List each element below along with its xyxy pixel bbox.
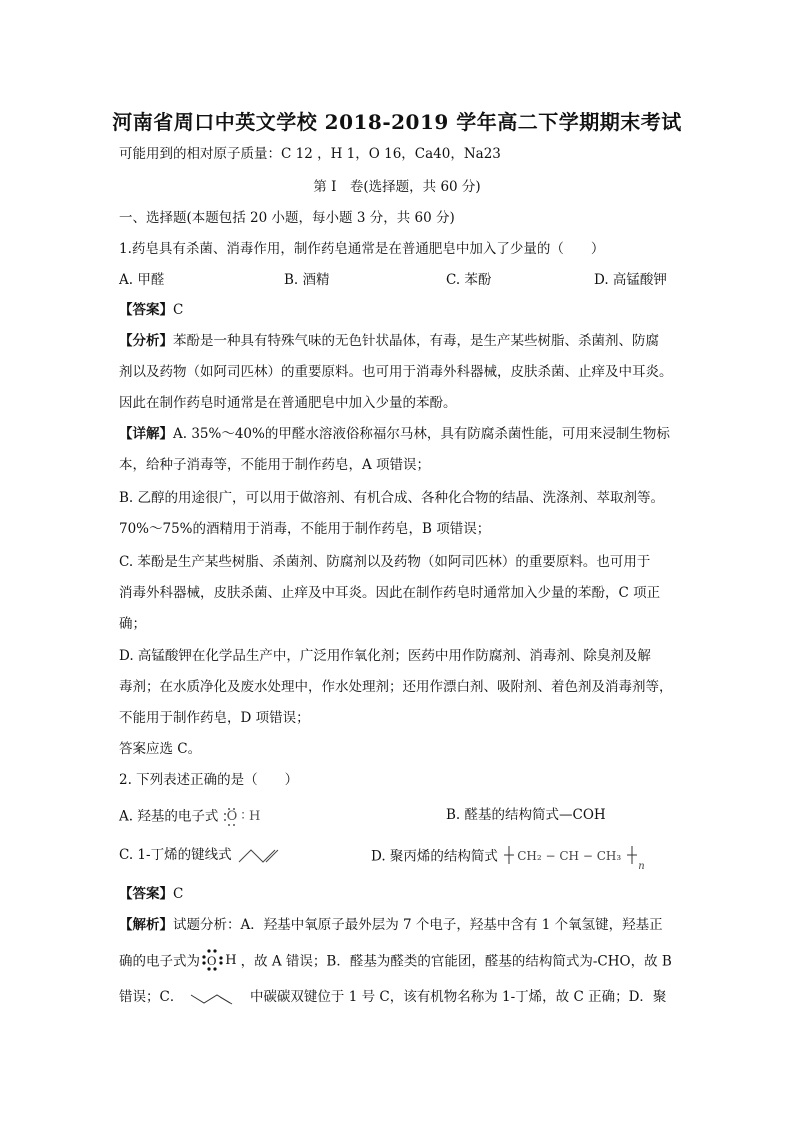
q1-analysis-line-3: 因此在制作药皂时通常是在普通肥皂中加入少量的苯酚。	[119, 395, 457, 411]
polypropylene-formula	[504, 846, 646, 872]
q1-detail-line-2: 本，给种子消毒等，不能用于制作药皂，A 项错误；	[119, 457, 431, 473]
q2-option-c-text: C. 1-丁烯的键线式	[119, 847, 232, 863]
hydroxyl-formula-text: O ∶ H	[226, 809, 261, 824]
q2-option-b: B. 醛基的结构简式—COH	[446, 807, 606, 823]
q1-detail-line-4: 70%～75%的酒精用于消毒，不能用于制作药皂，B 项错误；	[119, 521, 491, 537]
q1-detail-line-3: B. 乙醇的用途很广，可以用于做溶剂、有机合成、各种化合物的结晶、洗涤剂、萃取剂等。	[119, 490, 665, 506]
q2-option-d-text: D. 聚丙烯的结构简式	[371, 848, 498, 865]
analysis-text: 试题分析：A．羟基中氧原子最外层为 7 个电子，羟基中含有 1 个氧氢键，羟基正	[173, 917, 663, 933]
q1-detail-line-8: D. 高锰酸钾在化学品生产中，广泛用作氧化剂；医药中用作防腐剂、消毒剂、除臭剂及解	[119, 648, 651, 664]
answer-value: C	[173, 302, 184, 318]
q1-option-b: B. 酒精	[284, 272, 330, 288]
analysis-text-part: 中碳碳双键位于 1 号 C，该有机物名称为 1-丁烯，故 C 正确；D．聚	[249, 989, 667, 1005]
q1-detail-line-11: 答案应选 C。	[119, 741, 202, 757]
analysis-text: 苯酚是一种具有特殊气味的无色针状晶体，有毒，是生产某些树脂、杀菌剂、防腐	[173, 333, 659, 349]
polypropylene-formula-text: CH₂ − CH − CH₃	[517, 849, 622, 863]
analysis-tag: 【分析】	[119, 333, 173, 349]
detail-tag: 【详解】	[119, 426, 173, 442]
answer-value: C	[173, 886, 184, 902]
hydroxyl-electron-formula	[225, 806, 267, 828]
q2-stem: 2. 下列表述正确的是（ ）	[119, 772, 299, 788]
q2-option-c	[119, 846, 288, 864]
q1-option-d: D. 高锰酸钾	[594, 272, 667, 288]
q2-option-a-text: A. 羟基的电子式	[119, 808, 219, 825]
answer-tag: 【答案】	[119, 302, 173, 318]
analysis-tag: 【解析】	[119, 917, 173, 933]
detail-text: A. 35%～40%的甲醛水溶液俗称福尔马林，具有防腐杀菌性能，可用来浸制生物标	[173, 426, 670, 442]
q1-answer	[119, 301, 679, 319]
butene-skeletal-formula-icon	[238, 848, 288, 864]
document-title: 河南省周口中英文学校 2018-2019 学年高二下学期期末考试	[112, 110, 682, 134]
section-header: 第 I 卷(选择题，共 60 分)	[313, 179, 481, 195]
q1-option-a: A. 甲醛	[119, 272, 165, 288]
q2-analysis-line-3	[119, 988, 679, 1006]
answer-tag: 【答案】	[119, 886, 173, 902]
q1-detail-line-5: C. 苯酚是生产某些树脂、杀菌剂、防腐剂以及药物（如阿司匹林）的重要原料。也可用于	[119, 554, 651, 570]
q1-analysis-line-2: 剂以及药物（如阿司匹林）的重要原料。也可用于消毒外科器械，皮肤杀菌、止痒及中耳炎。	[119, 364, 673, 380]
atomic-mass-note: 可能用到的相对原子质量：C 12 ，H 1，O 16，Ca40，Na23	[119, 146, 501, 162]
q1-detail-line-1	[119, 425, 679, 443]
analysis-text-part: 错误；C．	[119, 989, 184, 1005]
analysis-text-part: ，故 A 错误；B．醛基为醛类的官能团，醛基的结构简式为-CHO，故 B	[240, 953, 672, 970]
q2-analysis-line-1	[119, 916, 679, 934]
q1-stem: 1.药皂具有杀菌、消毒作用，制作药皂通常是在普通肥皂中加入了少量的（ ）	[119, 241, 605, 257]
q1-detail-line-6: 消毒外科器械，皮肤杀菌、止痒及中耳炎。因此在制作药皂时通常加入少量的苯酚，C 项正	[119, 585, 661, 601]
q1-detail-line-10: 不能用于制作药皂，D 项错误；	[119, 710, 310, 726]
q2-option-a	[119, 806, 267, 828]
analysis-text-part: 确的电子式为	[119, 953, 200, 970]
hydroxyl-electron-formula-dots	[206, 951, 236, 973]
q2-analysis-line-2	[119, 951, 679, 973]
q1-analysis-line-1	[119, 332, 679, 350]
butene-skeletal-formula-icon	[190, 991, 246, 1005]
q1-option-c: C. 苯酚	[446, 272, 492, 288]
q1-detail-line-9: 毒剂；在水质净化及废水处理中，作水处理剂；还用作漂白剂、吸附剂、着色剂及消毒剂等，	[119, 679, 673, 695]
q1-detail-line-7: 确；	[119, 616, 146, 632]
polymer-subscript-n: n	[638, 861, 645, 872]
q2-option-d	[371, 846, 646, 872]
hydrogen-symbol: H	[225, 953, 237, 968]
part-header: 一、选择题(本题包括 20 小题，每小题 3 分，共 60 分)	[119, 210, 455, 226]
q2-answer	[119, 885, 679, 903]
svg-text:O: O	[207, 953, 217, 968]
